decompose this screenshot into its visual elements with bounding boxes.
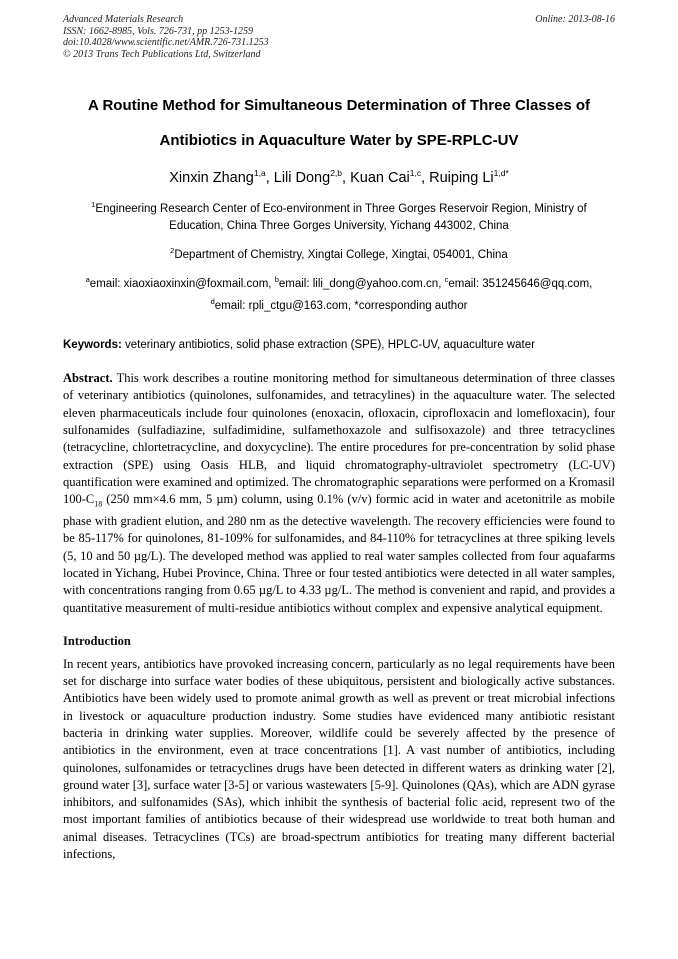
abstract <box>63 370 615 617</box>
affiliation-1 <box>63 196 615 235</box>
email-line-2 <box>63 293 615 315</box>
affiliation-number: 1 <box>91 199 96 209</box>
author-name: Ruiping Li <box>429 169 494 186</box>
email-block <box>63 271 615 315</box>
abstract-subscript: 18 <box>94 499 103 509</box>
affiliation-text: Engineering Research Center of Eco-environment in Three Gorges Reservoir Region, Ministry of Education, China Three Gorges University, Yichang 443002, China <box>95 202 587 232</box>
copyright-line: © 2013 Trans Tech Publications Ltd, Switzerland <box>63 48 261 60</box>
introduction-text: In recent years, antibiotics have provoked increasing concern, particularly as no legal requirements have been set for discharge into surface water bodies of these ubiquitous, persistent and biologically active substances. Antibiotics have been widely used to promote animal growth as well as prevent or treat microbial infections in livestock or aquaculture production industry. Some studies have evidenced many antibiotic resistant bacteria in drinking water supplies. Moreover, wildlife could be severely affected by the presence of antibiotics in the environment, even at trace concentrations [1]. A vast number of antibiotics, including quinolones, sulfonamides or tetracyclines drugs have been detected in different waters as drinking water [2], ground water [3], surface water [3-5] or various wastewaters [5-9]. Quinolones (QAs), which are ADN gyrase inhibitors, and sulfonamides (SAs), which inhibit the synthesis of bacterial folic acid, represent two of the most important families of antibiotics because of their widespread use worldwide to treat both human and animal diseases. Tetracyclines (TCs) are broad-spectrum antibiotics for treating many different bacterial infections, <box>63 656 615 862</box>
paper-title <box>63 88 615 158</box>
abstract-text-part-1: This work describes a routine monitoring method for simultaneous determination of three classes of veterinary antibiotics (quinolones, sulfonamides, and tetracylines) in the aquaculture water. The selected eleven pharmaceuticals include four quinolones (enoxacin, ofloxacin, ciprofloxacin and lomefloxacin), four sulfonamides (sulfadiazine, sulfadimidine, sulfamethoxazole and sulfisoxazole) and three tetracyclines (tetracycline, chlortetracycline, and doxycycline). The entire procedures for pre-concentration by solid phase extraction (SPE) using Oasis HLB, and liquid chromatography-ultraviolet spectrometry (LC-UV) quantification were examined and optimized. The chromatographic separations were performed on a Kromasil 100-C <box>63 371 615 507</box>
journal-header <box>63 14 615 60</box>
affiliation-text: Department of Chemistry, Xingtai College, Xingtai, 054001, China <box>174 248 508 261</box>
journal-name: Advanced Materials Research <box>63 14 184 25</box>
email-mark: a <box>85 275 90 285</box>
online-date: Online: 2013-08-16 <box>535 14 615 25</box>
keywords-text: veterinary antibiotics, solid phase extraction (SPE), HPLC-UV, aquaculture water <box>121 339 535 352</box>
author-affiliation-mark: 1,d* <box>493 168 509 178</box>
author-list: Xinxin Zhang$^{1,a}$, Lili Dong$^{2,b}$, Kuan Cai$^{1,c}$, Ruiping $Li^{1,d*}$ <box>169 168 509 186</box>
introduction-heading: Introduction <box>63 633 131 648</box>
email-c: email: 351245646@qq.com, <box>448 278 593 291</box>
email-mark: b <box>274 275 279 285</box>
author-name: Kuan Cai <box>350 169 410 186</box>
author-affiliation-mark: 1,a <box>253 168 266 178</box>
email-mark: d <box>210 297 215 307</box>
keywords-label: Keywords: <box>63 339 122 352</box>
email-line-1 <box>63 271 615 293</box>
email-b: email: lili_dong@yahoo.com.cn, <box>278 278 445 291</box>
abstract-label: Abstract. <box>63 371 113 386</box>
author-affiliation-mark: 2,b <box>330 168 343 178</box>
title-line-2: Antibiotics in Aquaculture Water by SPE-RPLC-UV <box>159 132 519 149</box>
keywords <box>63 337 615 353</box>
issn-line: ISSN: 1662-8985, Vols. 726-731, pp 1253-1259 <box>63 25 253 37</box>
title-line-1: A Routine Method for Simultaneous Determination of Three Classes of <box>88 97 590 114</box>
email-a: email: xiaoxiaoxinxin@foxmail.com, <box>89 278 275 291</box>
author-affiliation-mark: 1,c <box>409 168 422 178</box>
email-d: email: rpli_ctgu@163.com, *corresponding author <box>214 300 468 313</box>
author-name: Lili Dong <box>273 169 331 186</box>
email-mark: c <box>444 275 449 285</box>
doi-line: doi:10.4028/www.scientific.net/AMR.726-731.1253 <box>63 37 269 48</box>
affiliation-2 <box>63 242 615 264</box>
abstract-text-part-2: (250 mm×4.6 mm, 5 µm) column, using 0.1% (v/v) formic acid in water and acetonitrile as mobile phase with gradient elution, and 280 nm as the detective wavelength. The recovery efficiencies were found to be 85-117% for quinolones, 81-109% for sulfonamides, and 84-110% for tetracyclines at three spiking levels (5, 10 and 50 µg/L). The developed method was applied to real water samples collected from four aquafarms located in Yichang, Hubei Province, China. Three or four tested antibiotics were detected in all water samples, with concentrations ranging from 0.65 µg/L to 4.33 µg/L. The method is convenient and rapid, and provides a quantitative measurement of multi-residue antibiotics without complex and expensive analytical equipment. <box>63 492 615 615</box>
author-name: Xinxin Zhang <box>169 169 254 186</box>
affiliation-number: 2 <box>170 245 175 255</box>
